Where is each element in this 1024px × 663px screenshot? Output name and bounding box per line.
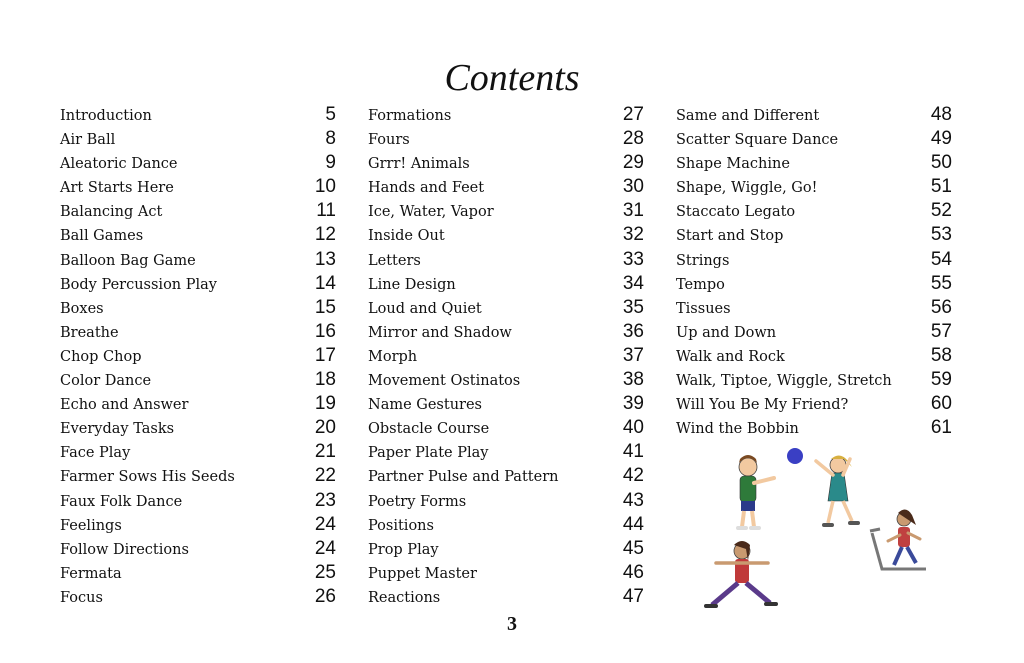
- toc-entry-page: 8: [325, 128, 336, 150]
- toc-entry-title: Reactions: [368, 589, 441, 606]
- toc-entry: [676, 248, 952, 272]
- toc-entry: [60, 199, 336, 223]
- toc-entry-page: 55: [930, 272, 952, 294]
- toc-entry: [676, 320, 952, 344]
- toc-entry-page: 52: [930, 200, 952, 222]
- toc-entry: [368, 127, 644, 151]
- toc-entry-title: Echo and Answer: [60, 397, 189, 414]
- toc-entry-page: 19: [314, 393, 336, 415]
- toc-entry-title: Follow Directions: [60, 541, 189, 558]
- toc-entry-title: Fours: [368, 132, 410, 149]
- toc-entry-page: 15: [314, 296, 336, 318]
- toc-entry: [368, 151, 644, 175]
- toc-column-3: [676, 103, 952, 440]
- toc-entry-title: Aleatoric Dance: [60, 156, 178, 173]
- toc-entry: [60, 344, 336, 368]
- toc-entry-page: 61: [930, 417, 952, 439]
- toc-entry-page: 35: [622, 296, 644, 318]
- toc-entry: [676, 127, 952, 151]
- toc-entry: [60, 464, 336, 488]
- toc-entry-title: Shape Machine: [676, 156, 790, 173]
- toc-entry-title: Ice, Water, Vapor: [368, 204, 494, 221]
- toc-entry-title: Farmer Sows His Seeds: [60, 469, 235, 486]
- toc-entry: [368, 489, 644, 513]
- toc-entry-title: Balancing Act: [60, 204, 163, 221]
- toc-entry-page: 40: [622, 417, 644, 439]
- toc-entry-title: Inside Out: [368, 228, 445, 245]
- toc-entry: [676, 296, 952, 320]
- toc-entry: [676, 272, 952, 296]
- toc-entry-title: Tempo: [676, 276, 725, 293]
- toc-entry-title: Boxes: [60, 300, 104, 317]
- toc-entry-page: 16: [314, 320, 336, 342]
- toc-entry-title: Scatter Square Dance: [676, 132, 839, 149]
- toc-entry-title: Obstacle Course: [368, 421, 490, 438]
- children-playing-illustration: [690, 445, 940, 615]
- toc-entry: [60, 151, 336, 175]
- toc-entry-title: Staccato Legato: [676, 204, 796, 221]
- toc-entry-title: Art Starts Here: [60, 180, 174, 197]
- toc-entry-title: Letters: [368, 252, 421, 269]
- toc-entry: [368, 248, 644, 272]
- page-title: Contents: [444, 57, 580, 99]
- child-tossing-ball: [738, 455, 774, 528]
- toc-entry: [60, 537, 336, 561]
- toc-entry: [60, 272, 336, 296]
- toc-entry-page: 28: [622, 128, 644, 150]
- toc-entry-title: Breathe: [60, 324, 119, 341]
- toc-entry-page: 49: [930, 128, 952, 150]
- toc-entry-title: Same and Different: [676, 108, 820, 124]
- toc-entry-title: Shape, Wiggle, Go!: [676, 180, 818, 197]
- toc-entry-page: 60: [930, 393, 952, 415]
- toc-entry-page: 10: [314, 176, 336, 198]
- toc-entry: [60, 585, 336, 609]
- toc-entry-page: 23: [314, 489, 336, 511]
- toc-entry-title: Focus: [60, 589, 103, 606]
- toc-entry-title: Partner Pulse and Pattern: [368, 469, 559, 486]
- toc-entry-page: 54: [930, 248, 952, 270]
- toc-entry: [676, 199, 952, 223]
- toc-entry-page: 53: [930, 224, 952, 246]
- toc-entry-page: 22: [314, 465, 336, 487]
- toc-entry-title: Feelings: [60, 517, 122, 534]
- toc-entry-page: 39: [622, 393, 644, 415]
- toc-entry: [60, 103, 336, 127]
- toc-entry-page: 45: [622, 537, 644, 559]
- toc-entry: [368, 416, 644, 440]
- toc-entry-page: 21: [314, 441, 336, 463]
- toc-entry-page: 29: [622, 152, 644, 174]
- toc-entry-title: Tissues: [676, 300, 731, 317]
- toc-entry-page: 59: [930, 369, 952, 391]
- toc-entry-title: Mirror and Shadow: [368, 324, 512, 341]
- toc-entry: [368, 296, 644, 320]
- toc-entry-page: 47: [622, 585, 644, 607]
- toc-entry-title: Chop Chop: [60, 348, 142, 365]
- toc-entry-title: Start and Stop: [676, 228, 784, 245]
- toc-entry: [368, 272, 644, 296]
- toc-entry: [368, 199, 644, 223]
- toc-entry: [368, 513, 644, 537]
- toc-entry-title: Face Play: [60, 445, 131, 462]
- toc-entry-title: Grrr! Animals: [368, 156, 470, 173]
- toc-entry-page: 46: [622, 561, 644, 583]
- toc-entry-title: Color Dance: [60, 373, 152, 390]
- toc-entry-page: 27: [622, 104, 644, 125]
- toc-entry: [60, 489, 336, 513]
- toc-entry: [676, 344, 952, 368]
- toc-entry-page: 17: [314, 344, 336, 366]
- toc-entry: [60, 320, 336, 344]
- toc-entry: [676, 416, 952, 440]
- toc-entry: [368, 103, 644, 127]
- toc-entry: [368, 392, 644, 416]
- toc-entry-page: 11: [316, 200, 336, 222]
- toc-entry-page: 20: [314, 417, 336, 439]
- toc-entry: [368, 368, 644, 392]
- toc-entry-title: Up and Down: [676, 324, 777, 341]
- toc-entry-page: 34: [622, 272, 644, 294]
- toc-entry-title: Formations: [368, 108, 452, 124]
- toc-entry: [368, 585, 644, 609]
- toc-entry-page: 57: [930, 320, 952, 342]
- toc-entry: [60, 175, 336, 199]
- toc-entry-title: Hands and Feet: [368, 180, 485, 197]
- toc-entry-title: Loud and Quiet: [368, 300, 482, 317]
- ball: [787, 448, 803, 464]
- toc-entry-page: 31: [622, 200, 644, 222]
- toc-entry-title: Prop Play: [368, 541, 439, 558]
- toc-entry-title: Walk and Rock: [676, 348, 785, 365]
- toc-entry-page: 24: [314, 537, 336, 559]
- toc-entry-page: 24: [314, 513, 336, 535]
- toc-entry: [60, 440, 336, 464]
- toc-entry-page: 25: [314, 561, 336, 583]
- toc-entry-title: Wind the Bobbin: [676, 421, 799, 438]
- toc-entry-page: 12: [314, 224, 336, 246]
- toc-entry: [60, 296, 336, 320]
- toc-entry: [676, 151, 952, 175]
- toc-entry-title: Line Design: [368, 276, 456, 293]
- toc-entry: [60, 392, 336, 416]
- toc-entry-page: 9: [325, 152, 336, 174]
- toc-entry-page: 30: [622, 176, 644, 198]
- toc-entry-page: 13: [314, 248, 336, 270]
- toc-entry-title: Introduction: [60, 108, 152, 124]
- toc-entry-title: Movement Ostinatos: [368, 373, 521, 390]
- toc-entry: [60, 127, 336, 151]
- page-number: 3: [507, 613, 517, 635]
- toc-entry-title: Will You Be My Friend?: [676, 397, 849, 414]
- toc-entry-page: 41: [622, 441, 644, 463]
- toc-entry-title: Strings: [676, 252, 730, 269]
- toc-entry-title: Body Percussion Play: [60, 276, 217, 293]
- toc-entry-page: 58: [930, 344, 952, 366]
- toc-entry: [368, 223, 644, 247]
- toc-entry-page: 38: [622, 369, 644, 391]
- toc-entry-page: 32: [622, 224, 644, 246]
- toc-entry-title: Name Gestures: [368, 397, 482, 414]
- toc-entry-title: Everyday Tasks: [60, 421, 175, 438]
- toc-entry: [60, 513, 336, 537]
- toc-entry-title: Morph: [368, 348, 418, 365]
- toc-entry: [676, 103, 952, 127]
- toc-entry-page: 5: [325, 104, 336, 125]
- toc-entry-page: 26: [314, 585, 336, 607]
- child-on-treadmill: [870, 509, 926, 569]
- toc-entry-title: Faux Folk Dance: [60, 493, 183, 510]
- toc-entry-page: 14: [314, 272, 336, 294]
- toc-entry-page: 56: [930, 296, 952, 318]
- toc-entry: [368, 561, 644, 585]
- toc-entry: [60, 561, 336, 585]
- toc-entry-page: 42: [622, 465, 644, 487]
- toc-entry-page: 37: [622, 344, 644, 366]
- toc-entry: [60, 248, 336, 272]
- toc-entry: [676, 175, 952, 199]
- toc-entry: [60, 368, 336, 392]
- toc-entry-title: Balloon Bag Game: [60, 252, 196, 269]
- toc-entry: [368, 344, 644, 368]
- toc-entry-title: Puppet Master: [368, 565, 477, 582]
- toc-entry-title: Poetry Forms: [368, 493, 467, 510]
- toc-entry: [368, 464, 644, 488]
- toc-entry-page: 18: [314, 369, 336, 391]
- toc-column-2: [368, 103, 644, 609]
- toc-entry: [368, 440, 644, 464]
- toc-entry: [676, 368, 952, 392]
- toc-entry-title: Ball Games: [60, 228, 144, 245]
- child-lunging: [706, 541, 776, 606]
- toc-entry-page: 43: [622, 489, 644, 511]
- toc-entry: [60, 223, 336, 247]
- child-catching-ball: [816, 455, 858, 525]
- toc-entry-page: 33: [622, 248, 644, 270]
- toc-column-1: [60, 103, 336, 609]
- toc-entry: [368, 537, 644, 561]
- toc-entry-page: 51: [930, 176, 952, 198]
- toc-entry-page: 36: [622, 320, 644, 342]
- toc-entry-title: Air Ball: [60, 132, 116, 149]
- toc-entry-page: 50: [930, 152, 952, 174]
- toc-entry: [676, 392, 952, 416]
- toc-entry-title: Walk, Tiptoe, Wiggle, Stretch: [676, 373, 892, 390]
- toc-entry: [676, 223, 952, 247]
- toc-entry-page: 44: [622, 513, 644, 535]
- toc-entry-title: Positions: [368, 517, 434, 534]
- toc-entry-title: Paper Plate Play: [368, 445, 489, 462]
- toc-entry: [368, 175, 644, 199]
- toc-entry: [60, 416, 336, 440]
- toc-entry-page: 48: [930, 104, 952, 125]
- toc-entry: [368, 320, 644, 344]
- toc-entry-title: Fermata: [60, 565, 122, 582]
